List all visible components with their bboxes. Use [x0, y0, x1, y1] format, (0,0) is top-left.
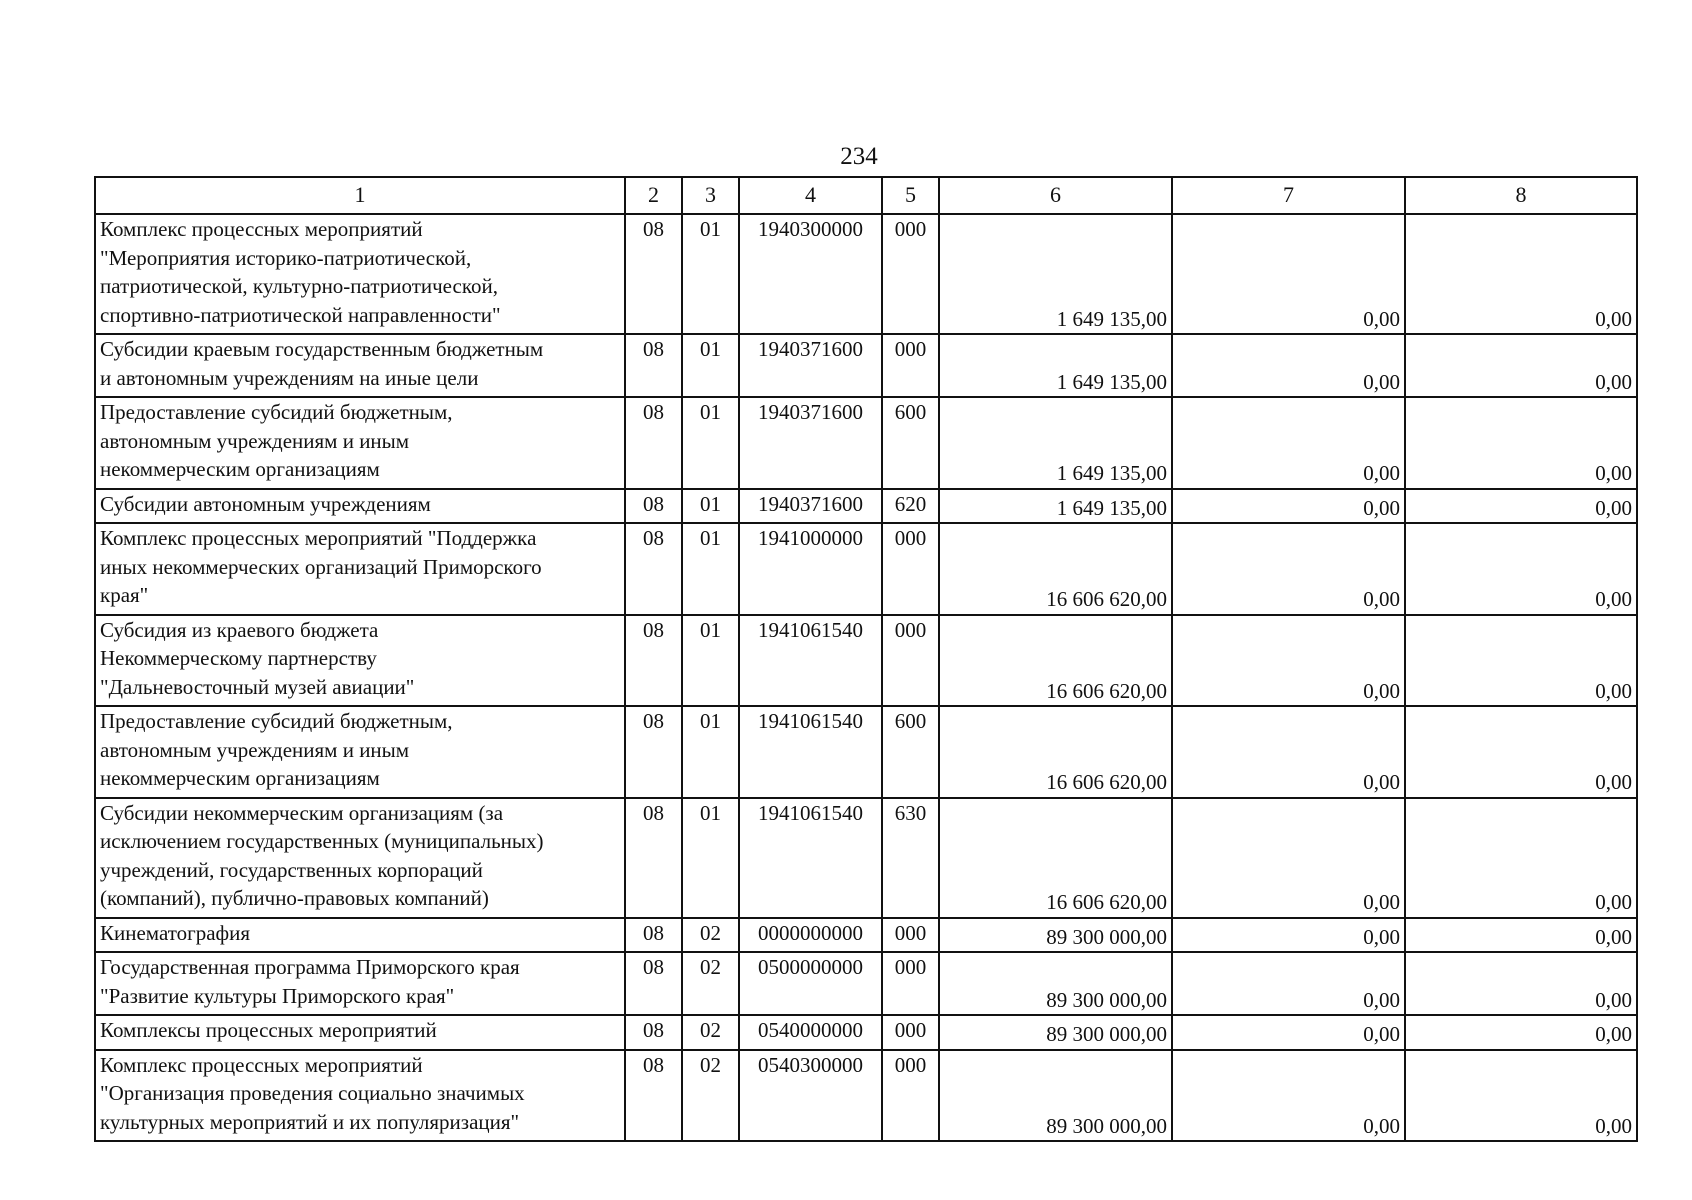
table-row	[95, 615, 1637, 707]
amount-col-7: 0,00	[1172, 918, 1405, 953]
header-row	[95, 177, 1637, 214]
row-name	[95, 952, 625, 1015]
amount-col-7: 0,00	[1172, 952, 1405, 1015]
amount-col-8: 0,00	[1405, 918, 1637, 953]
table-row	[95, 798, 1637, 918]
amount-col-6: 16 606 620,00	[939, 706, 1172, 798]
section-code: 08	[625, 334, 682, 397]
table-row	[95, 334, 1637, 397]
table-row	[95, 397, 1637, 489]
row-name-line: "Дальневосточный музей авиации"	[100, 674, 415, 699]
expense-type-code: 000	[882, 1015, 939, 1050]
section-code: 08	[625, 1050, 682, 1142]
amount-col-8: 0,00	[1405, 1015, 1637, 1050]
section-code: 08	[625, 397, 682, 489]
row-name-line: Комплекс процессных мероприятий	[100, 217, 423, 241]
row-name	[95, 489, 625, 524]
expense-type-code: 000	[882, 334, 939, 397]
amount-col-6: 89 300 000,00	[939, 918, 1172, 953]
subsection-code: 01	[682, 798, 739, 918]
row-name-line: "Развитие культуры Приморского края"	[100, 983, 455, 1008]
row-name-line: исключением государственных (муниципальных)	[100, 829, 544, 853]
amount-col-6: 89 300 000,00	[939, 1015, 1172, 1050]
section-code: 08	[625, 615, 682, 707]
expense-type-code: 000	[882, 214, 939, 334]
target-article-code: 0540300000	[739, 1050, 882, 1142]
row-name-line: спортивно-патриотической направленности"	[100, 302, 501, 327]
subsection-code: 01	[682, 615, 739, 707]
subsection-code: 01	[682, 397, 739, 489]
amount-col-7: 0,00	[1172, 397, 1405, 489]
amount-col-6: 1 649 135,00	[939, 397, 1172, 489]
amount-col-7: 0,00	[1172, 523, 1405, 615]
row-name-line: Субсидии краевым государственным бюджетным	[100, 337, 544, 361]
row-name-line: культурных мероприятий и их популяризация"	[100, 1109, 520, 1134]
row-name-line: и автономным учреждениям на иные цели	[100, 365, 479, 390]
amount-col-8: 0,00	[1405, 798, 1637, 918]
table-row	[95, 214, 1637, 334]
amount-col-6: 16 606 620,00	[939, 615, 1172, 707]
row-name-line: края"	[100, 583, 149, 607]
target-article-code: 1941061540	[739, 706, 882, 798]
row-name-line: Комплекс процессных мероприятий "Поддержка	[100, 526, 537, 550]
amount-col-8: 0,00	[1405, 1050, 1637, 1142]
amount-col-6: 16 606 620,00	[939, 523, 1172, 615]
amount-col-8: 0,00	[1405, 214, 1637, 334]
expense-type-code: 630	[882, 798, 939, 918]
subsection-code: 02	[682, 952, 739, 1015]
table-row	[95, 489, 1637, 524]
target-article-code: 1941061540	[739, 615, 882, 707]
target-article-code: 0000000000	[739, 918, 882, 953]
amount-col-7: 0,00	[1172, 1015, 1405, 1050]
section-code: 08	[625, 1015, 682, 1050]
subsection-code: 01	[682, 214, 739, 334]
section-code: 08	[625, 952, 682, 1015]
target-article-code: 0540000000	[739, 1015, 882, 1050]
amount-col-7: 0,00	[1172, 1050, 1405, 1142]
table-row	[95, 1015, 1637, 1050]
row-name-line: Государственная программа Приморского края	[100, 955, 520, 979]
amount-col-7: 0,00	[1172, 334, 1405, 397]
row-name-line: некоммерческим организациям	[100, 766, 380, 790]
column-header-3: 3	[682, 177, 739, 214]
section-code: 08	[625, 214, 682, 334]
amount-col-8: 0,00	[1405, 489, 1637, 524]
row-name-line: учреждений, государственных корпораций	[100, 857, 483, 882]
amount-col-8: 0,00	[1405, 397, 1637, 489]
row-name	[95, 1015, 625, 1050]
page-number: 234	[840, 143, 878, 170]
column-header-7: 7	[1172, 177, 1405, 214]
row-name	[95, 615, 625, 707]
amount-col-7: 0,00	[1172, 706, 1405, 798]
amount-col-7: 0,00	[1172, 489, 1405, 524]
row-name	[95, 523, 625, 615]
target-article-code: 1940300000	[739, 214, 882, 334]
row-name	[95, 798, 625, 918]
row-name-line: автономным учреждениям и иным	[100, 428, 410, 453]
target-article-code: 1941000000	[739, 523, 882, 615]
subsection-code: 02	[682, 1050, 739, 1142]
row-name	[95, 706, 625, 798]
section-code: 08	[625, 489, 682, 524]
row-name-line: Предоставление субсидий бюджетным,	[100, 709, 453, 733]
section-code: 08	[625, 706, 682, 798]
row-name-line: Комплекс процессных мероприятий	[100, 1052, 423, 1077]
expense-type-code: 000	[882, 952, 939, 1015]
subsection-code: 01	[682, 334, 739, 397]
amount-col-7: 0,00	[1172, 214, 1405, 334]
table-row	[95, 952, 1637, 1015]
column-header-5: 5	[882, 177, 939, 214]
column-header-4: 4	[739, 177, 882, 214]
target-article-code: 1940371600	[739, 334, 882, 397]
column-header-1: 1	[95, 177, 625, 214]
section-code: 08	[625, 798, 682, 918]
expense-type-code: 000	[882, 615, 939, 707]
amount-col-6: 16 606 620,00	[939, 798, 1172, 918]
target-article-code: 1941061540	[739, 798, 882, 918]
section-code: 08	[625, 523, 682, 615]
budget-table	[94, 176, 1638, 1142]
row-name-line: "Организация проведения социально значимых	[100, 1081, 525, 1105]
row-name-line: некоммерческим организациям	[100, 457, 380, 481]
row-name	[95, 918, 625, 953]
expense-type-code: 000	[882, 1050, 939, 1142]
row-name-line: Некоммерческому партнерству	[100, 646, 377, 670]
row-name-line: автономным учреждениям и иным	[100, 737, 410, 762]
subsection-code: 02	[682, 918, 739, 953]
expense-type-code: 600	[882, 397, 939, 489]
subsection-code: 01	[682, 706, 739, 798]
subsection-code: 02	[682, 1015, 739, 1050]
row-name-line: Предоставление субсидий бюджетным,	[100, 400, 453, 424]
row-name-line: "Мероприятия историко-патриотической,	[100, 245, 472, 270]
expense-type-code: 620	[882, 489, 939, 524]
amount-col-6: 89 300 000,00	[939, 1050, 1172, 1142]
amount-col-8: 0,00	[1405, 952, 1637, 1015]
row-name	[95, 397, 625, 489]
table-row	[95, 523, 1637, 615]
row-name	[95, 214, 625, 334]
target-article-code: 1940371600	[739, 397, 882, 489]
row-name-line: Комплексы процессных мероприятий	[100, 1018, 437, 1042]
amount-col-6: 1 649 135,00	[939, 334, 1172, 397]
subsection-code: 01	[682, 523, 739, 615]
column-header-2: 2	[625, 177, 682, 214]
row-name	[95, 334, 625, 397]
target-article-code: 0500000000	[739, 952, 882, 1015]
table-row	[95, 706, 1637, 798]
column-header-6: 6	[939, 177, 1172, 214]
row-name-line: Субсидия из краевого бюджета	[100, 617, 379, 642]
row-name-line: иных некоммерческих организаций Приморского	[100, 554, 542, 579]
row-name-line: патриотической, культурно-патриотической,	[100, 274, 498, 298]
amount-col-8: 0,00	[1405, 615, 1637, 707]
amount-col-8: 0,00	[1405, 334, 1637, 397]
section-code: 08	[625, 918, 682, 953]
column-header-8: 8	[1405, 177, 1637, 214]
row-name-line: Кинематография	[100, 920, 251, 945]
amount-col-7: 0,00	[1172, 798, 1405, 918]
table-row	[95, 1050, 1637, 1142]
target-article-code: 1940371600	[739, 489, 882, 524]
amount-col-8: 0,00	[1405, 706, 1637, 798]
row-name-line: Субсидии автономным учреждениям	[100, 491, 431, 516]
amount-col-6: 1 649 135,00	[939, 214, 1172, 334]
row-name-line: Субсидии некоммерческим организациям (за	[100, 800, 504, 825]
expense-type-code: 000	[882, 523, 939, 615]
row-name-line: (компаний), публично-правовых компаний)	[100, 886, 489, 910]
row-name	[95, 1050, 625, 1142]
expense-type-code: 000	[882, 918, 939, 953]
amount-col-8: 0,00	[1405, 523, 1637, 615]
amount-col-6: 89 300 000,00	[939, 952, 1172, 1015]
amount-col-6: 1 649 135,00	[939, 489, 1172, 524]
table-row	[95, 918, 1637, 953]
amount-col-7: 0,00	[1172, 615, 1405, 707]
table-body	[95, 214, 1637, 1141]
expense-type-code: 600	[882, 706, 939, 798]
subsection-code: 01	[682, 489, 739, 524]
